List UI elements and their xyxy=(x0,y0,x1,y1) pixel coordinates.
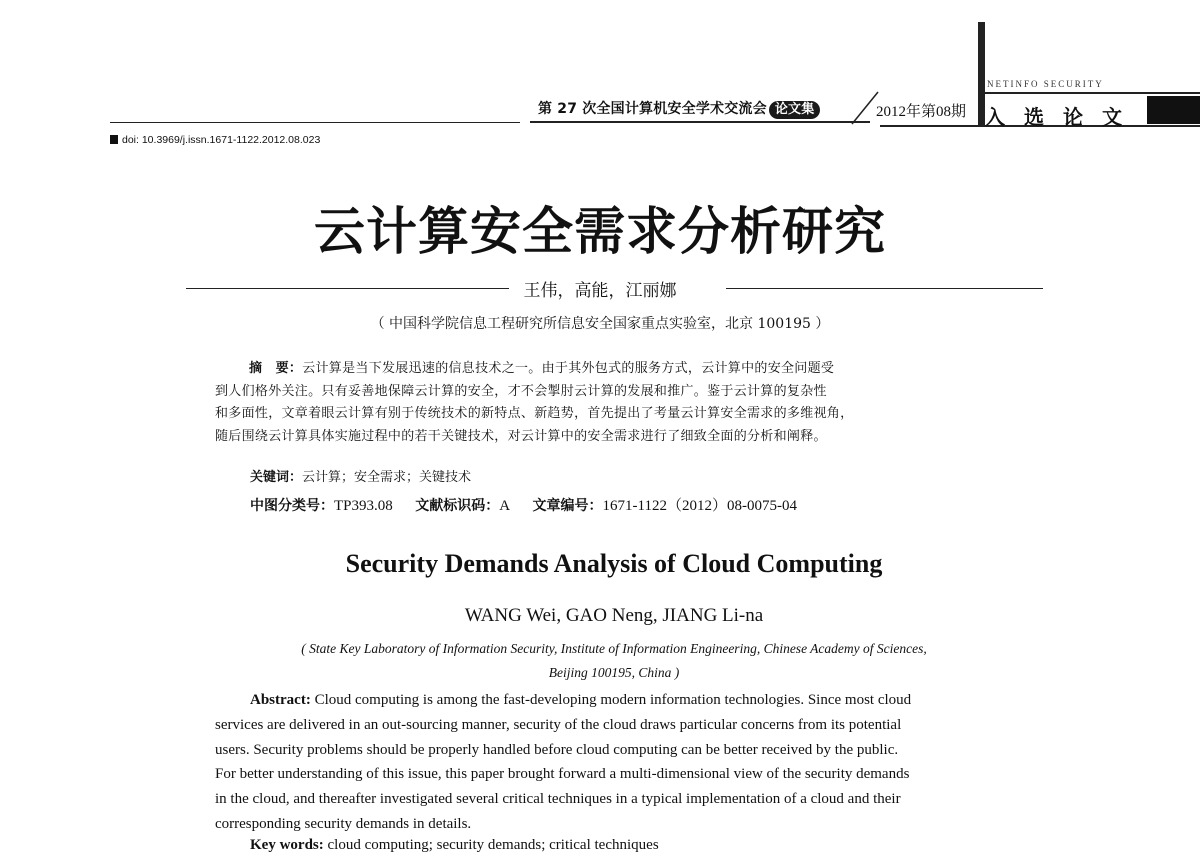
cn-abstract-line: 和多面性，文章着眼云计算有别于传统技术的新特点、新趋势，首先提出了考量云计算安全需求的多维视角， xyxy=(215,406,854,421)
cn-classification xyxy=(250,494,797,515)
doi-line xyxy=(122,134,320,146)
cn-authors: 王伟，高能，江丽娜 xyxy=(523,281,677,301)
cn-title: 云计算安全需求分析研究 xyxy=(313,202,886,262)
en-abstract-line: services are delivered in an out-sourcing manner, security of the cloud draws particular concerns from its potential xyxy=(215,716,902,733)
header-top-rule xyxy=(985,92,1200,94)
en-abstract-line: users. Security problems should be properly handled before cloud computing can be better received by the public. xyxy=(215,741,899,758)
conference-name: 第 27 次全国计算机安全学术交流会 xyxy=(538,101,767,117)
journal-subtitle: NETINFO SECURITY xyxy=(987,79,1104,89)
section-tag-block xyxy=(1147,96,1200,124)
en-abstract-line: in the cloud, and thereafter investigated several critical techniques in a typical implementation of a cloud and their xyxy=(215,791,901,808)
en-keywords xyxy=(250,837,659,854)
en-authors: WANG Wei, GAO Neng, JIANG Li-na xyxy=(464,605,764,626)
en-keywords-value: cloud computing; security demands; critical techniques xyxy=(327,837,659,853)
cn-abstract-line: 随后围绕云计算具体实施过程中的若干关键技术，对云计算中的安全需求进行了细致全面的分析和阐释。 xyxy=(215,428,827,444)
header-rule-left xyxy=(110,122,520,123)
en-abstract-line: corresponding security demands in details. xyxy=(215,815,472,832)
class-number-value: TP393.08 xyxy=(334,498,393,514)
issue-number: 2012年第08期 xyxy=(876,104,967,120)
en-affiliation-line: ( State Key Laboratory of Information Security, Institute of Information Engineering, Chinese Academy of Sciences, xyxy=(301,641,927,656)
header-vertical-bar xyxy=(978,22,985,126)
cn-abstract xyxy=(215,358,1015,448)
header-rule-main xyxy=(530,121,870,123)
section-tag: 入选论文 xyxy=(985,105,1141,129)
en-abstract-line: For better understanding of this issue, this paper brought forward a multi-dimensional view of the security demands xyxy=(215,766,910,783)
en-title: Security Demands Analysis of Cloud Computing xyxy=(345,549,883,578)
article-number-label: 文章编号： xyxy=(532,498,603,514)
cn-affiliation: （ 中国科学院信息工程研究所信息安全国家重点实验室，北京 100195 ） xyxy=(370,316,830,332)
en-affiliation-line: Beijing 100195, China ) xyxy=(548,665,680,680)
doc-code-value: A xyxy=(499,498,511,514)
cn-keywords-value: 云计算；安全需求；关键技术 xyxy=(302,470,472,485)
en-abstract-line: Cloud computing is among the fast-developing modern information technologies. Since most cloud xyxy=(314,692,912,708)
cn-abstract-line: 云计算是当下发展迅速的信息技术之一。由于其外包式的服务方式，云计算中的安全问题受 xyxy=(302,361,835,376)
en-keywords-label: Key words: xyxy=(250,837,324,853)
en-abstract-label: Abstract: xyxy=(250,692,311,708)
cn-abstract-line: 到人们格外关注。只有妥善地保障云计算的安全，才不会掣肘云计算的发展和推广。鉴于云计算的复杂性 xyxy=(215,383,827,399)
article-number-value: 1671-1122（2012）08-0075-04 xyxy=(602,498,797,514)
en-abstract xyxy=(215,688,1015,837)
doc-code-label: 文献标识码： xyxy=(415,498,500,514)
cn-keywords-label: 关键词： xyxy=(250,470,303,485)
conference-title xyxy=(538,98,820,119)
doi-text: doi: 10.3969/j.issn.1671-1122.2012.08.023 xyxy=(122,134,321,146)
doi-square-icon xyxy=(110,135,118,144)
cn-keywords xyxy=(250,466,471,485)
proceedings-badge: 论文集 xyxy=(769,101,821,119)
cn-abstract-label: 摘 要： xyxy=(249,361,303,376)
class-number-label: 中图分类号： xyxy=(250,498,334,514)
